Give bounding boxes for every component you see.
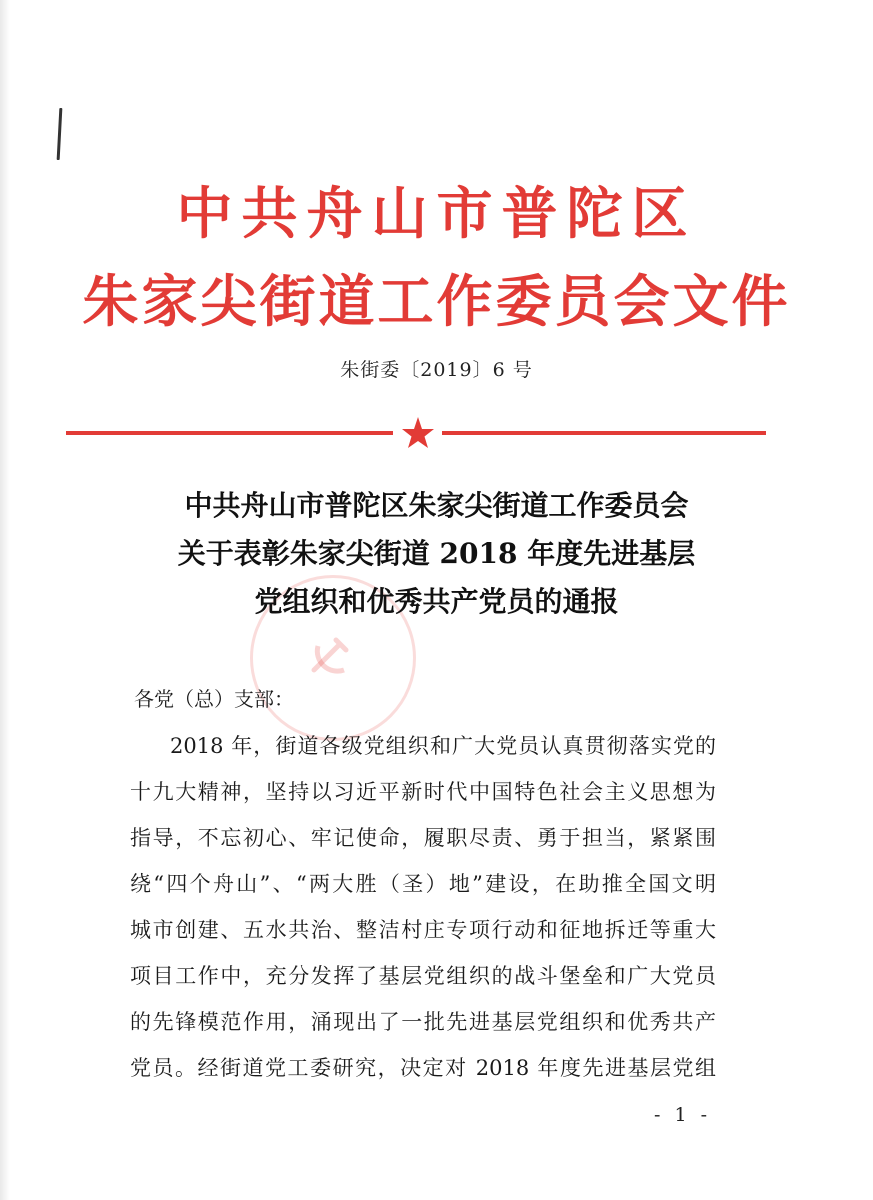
staple-mark — [57, 108, 63, 160]
body-line: 城市创建、五水共治、整洁村庄专项行动和征地拆迁等重大 — [130, 918, 716, 942]
party-emblem-icon — [300, 626, 360, 686]
document-title-line-3: 党组织和优秀共产党员的通报 — [254, 585, 619, 618]
body-line: 的先锋模范作用，涌现出了一批先进基层党组织和优秀共产 — [130, 1010, 716, 1034]
body-line: 项目工作中，充分发挥了基层党组织的战斗堡垒和广大党员 — [130, 964, 716, 988]
document-title-line-2: 关于表彰朱家尖街道 2018 年度先进基层 — [177, 537, 696, 570]
red-divider-left — [66, 431, 393, 435]
salutation: 各党（总）支部： — [134, 687, 294, 711]
star-icon — [401, 416, 435, 450]
page-number: - 1 - — [654, 1104, 712, 1126]
body-line: 指导，不忘初心、牢记使命，履职尽责、勇于担当，紧紧围 — [130, 826, 716, 850]
document-number: 朱街委〔2019〕6 号 — [340, 359, 533, 381]
red-divider-right — [442, 431, 766, 435]
body-line: 党员。经街道党工委研究，决定对 2018 年度先进基层党组 — [130, 1056, 716, 1080]
issuer-line-2: 朱家尖街道工作委员会文件 — [82, 269, 791, 335]
body-line: 2018 年，街道各级党组织和广大党员认真贯彻落实党的 — [170, 734, 716, 758]
issuer-line-1: 中共舟山市普陀区 — [176, 181, 697, 247]
body-line: 十九大精神，坚持以习近平新时代中国特色社会主义思想为 — [130, 780, 716, 804]
body-line: 绕“四个舟山”、“两大胜（圣）地”建设，在助推全国文明 — [130, 872, 716, 896]
document-title-line-1: 中共舟山市普陀区朱家尖街道工作委员会 — [184, 489, 689, 522]
